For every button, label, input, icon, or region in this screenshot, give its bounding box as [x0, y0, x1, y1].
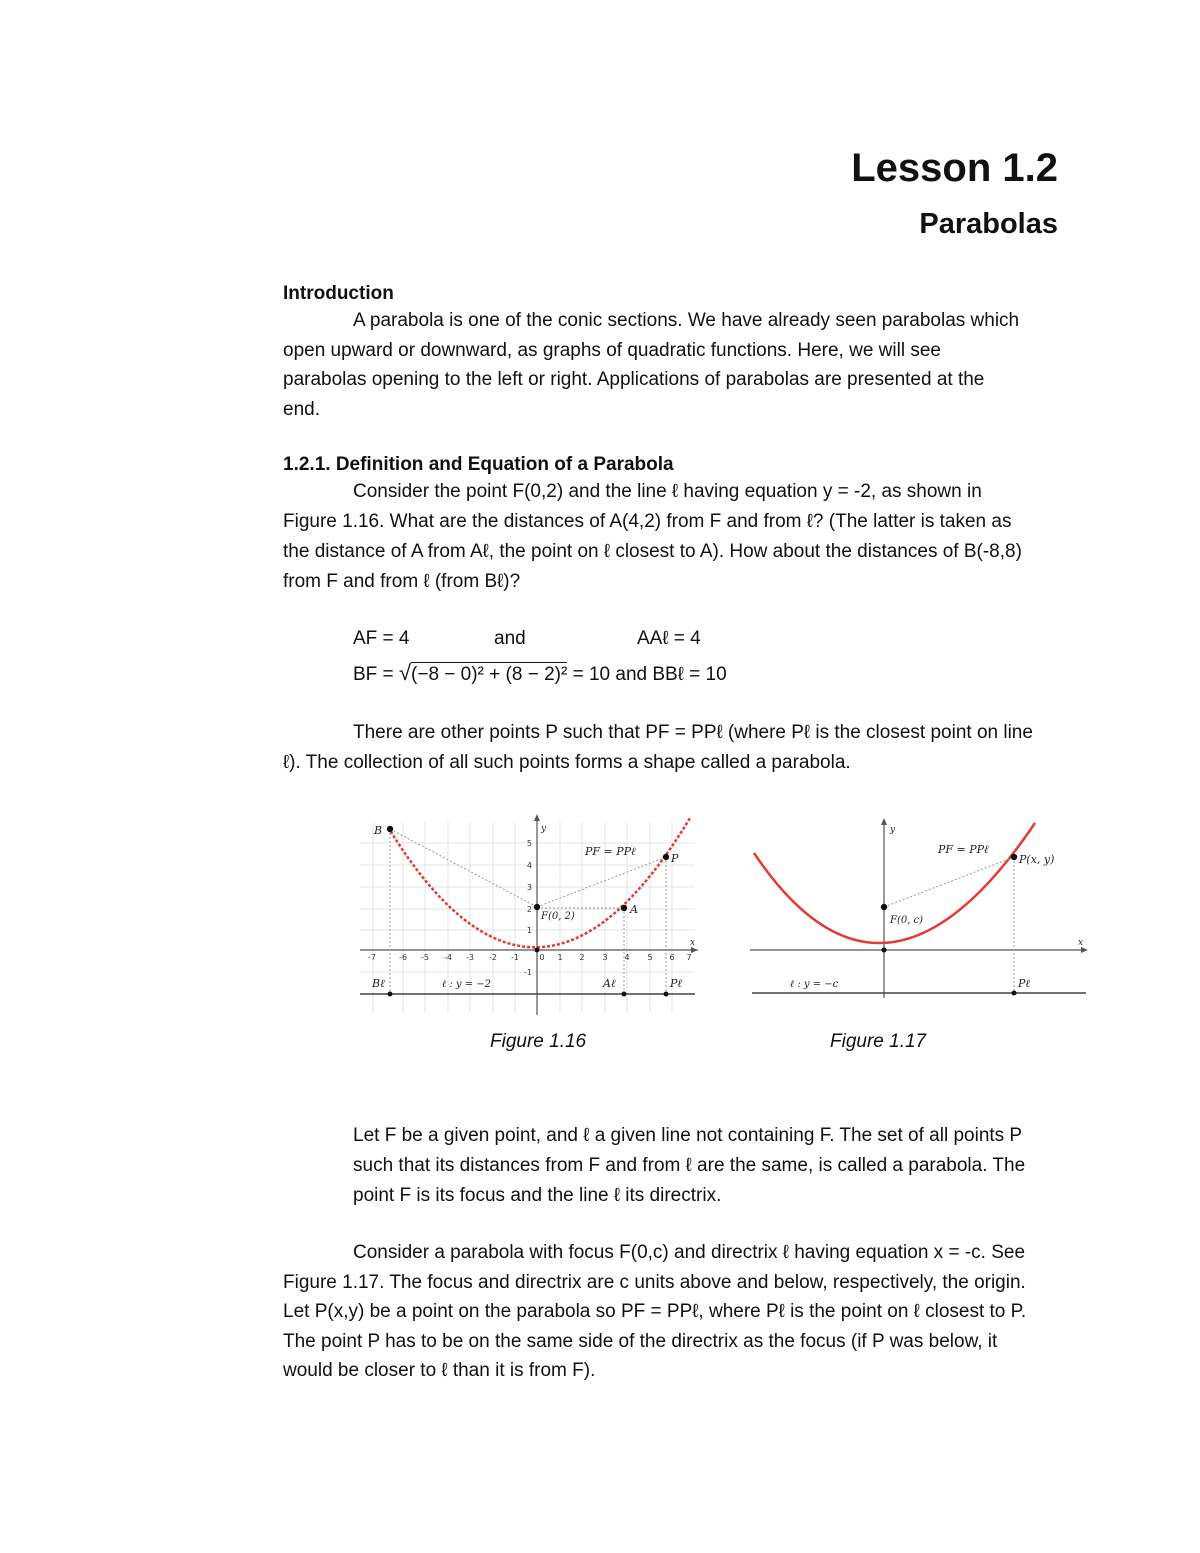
label-pl: Pℓ: [670, 977, 682, 990]
consider-line: Consider a parabola with focus F(0,c) and directrix ℓ having equation x = -c. See: [353, 1242, 1026, 1263]
label-al: Aℓ: [603, 977, 616, 990]
y-arrow-icon: [881, 818, 887, 825]
y-tick-labels: [524, 839, 532, 977]
grid: [360, 822, 695, 1012]
intro-line: parabolas opening to the left or right. Applications of parabolas are presented at the: [283, 369, 985, 390]
x-tick: 4: [624, 953, 630, 962]
x-tick: 5: [647, 953, 653, 962]
consider-paragraph: [283, 1238, 1083, 1386]
eq-aal: AAℓ = 4: [637, 628, 701, 649]
label-y-axis: y: [541, 824, 547, 834]
y-tick: 2: [526, 905, 532, 914]
x-tick: -5: [421, 953, 429, 962]
definition-line: point F is its focus and the line ℓ its directrix.: [353, 1185, 722, 1206]
y-arrow-icon: [534, 814, 540, 821]
label-a: A: [630, 903, 638, 916]
x-tick: 6: [669, 953, 675, 962]
label-f: F(0, 2): [541, 911, 575, 922]
lesson-topic: Parabolas: [919, 208, 1058, 240]
label-directrix: ℓ : y = −c: [790, 979, 839, 990]
intro-line: open upward or downward, as graphs of quadratic functions. Here, we will see: [283, 339, 941, 361]
after-paragraph: [283, 718, 1063, 778]
label-x-axis: x: [690, 938, 696, 948]
label-equation: PF = PPℓ: [585, 845, 636, 858]
x-tick: -3: [466, 953, 474, 962]
x-tick: -4: [444, 953, 452, 962]
caption-figure-1-16: Figure 1.16: [490, 1031, 587, 1052]
definition-line: Let F be a given point, and ℓ a given line not containing F. The set of all points P: [353, 1125, 1023, 1146]
x-tick: 2: [579, 953, 585, 962]
section-line: Figure 1.16. What are the distances of A(4,2) from F and from ℓ? (The latter is taken as: [283, 511, 1012, 532]
eq-bf-prefix: BF =: [353, 664, 399, 685]
x-tick: -1: [511, 953, 519, 962]
consider-line: would be closer to ℓ than it is from F).: [283, 1360, 596, 1381]
after-line: ℓ). The collection of all such points forms a shape called a parabola.: [283, 752, 851, 773]
label-x-axis: x: [1078, 938, 1084, 948]
x-tick: 7: [686, 953, 692, 962]
consider-line: The point P has to be on the same side of the directrix as the focus (if P was below, it: [283, 1330, 998, 1352]
section-line: the distance of A from Aℓ, the point on ℓ closest to A). How about the distances of B(-8,8): [283, 541, 1022, 562]
parabola-curve: [388, 818, 690, 947]
figure-1-16: [360, 812, 700, 1017]
sqrt-sign: √: [398, 660, 412, 685]
label-p: P: [671, 852, 679, 865]
figure-1-17: [750, 815, 1090, 1000]
eq-bf-suffix: = 10 and BBℓ = 10: [567, 664, 727, 685]
section-paragraph: [283, 477, 1063, 597]
lesson-title: Lesson 1.2: [851, 146, 1058, 190]
definition-line: such that its distances from F and from ℓ are the same, is called a parabola. The: [353, 1155, 1026, 1176]
section-line: Consider the point F(0,2) and the line ℓ having equation y = -2, as shown in: [353, 481, 982, 502]
label-y-axis: y: [890, 825, 896, 835]
eq-and: and: [494, 628, 526, 649]
y-tick: 5: [526, 839, 532, 848]
x-tick: 3: [602, 953, 608, 962]
y-tick: 1: [526, 926, 532, 935]
eq-af: AF = 4: [353, 628, 410, 649]
section-line: from F and from ℓ (from Bℓ)?: [283, 571, 521, 592]
intro-line: A parabola is one of the conic sections. We have already seen parabolas which: [353, 310, 1020, 331]
after-line: There are other points P such that PF = PPℓ (where Pℓ is the closest point on line: [353, 722, 1033, 743]
intro-line: end.: [283, 398, 320, 420]
x-tick: -6: [399, 953, 407, 962]
caption-figure-1-17: Figure 1.17: [830, 1031, 927, 1052]
label-f: F(0, c): [890, 915, 924, 926]
x-tick: -2: [489, 953, 497, 962]
label-equation: PF = PPℓ: [938, 843, 989, 856]
y-tick: 4: [526, 861, 532, 870]
eq-bf-radicand: (−8 − 0)² + (8 − 2)²: [411, 664, 568, 685]
eq-bf: [353, 660, 727, 686]
x-tick: 1: [557, 953, 563, 962]
intro-heading: Introduction: [283, 283, 394, 304]
x-tick: 0: [539, 953, 545, 962]
x-tick: -7: [368, 953, 376, 962]
x-tick-labels: [368, 953, 692, 962]
label-b: B: [374, 824, 383, 837]
consider-line: Let P(x,y) be a point on the parabola so PF = PPℓ, where Pℓ is the point on ℓ closest to P.: [283, 1301, 1027, 1322]
consider-line: Figure 1.17. The focus and directrix are c units above and below, respectively, the origin.: [283, 1271, 1026, 1293]
label-p: P(x, y): [1019, 853, 1055, 866]
y-tick: -1: [524, 968, 532, 977]
label-pl: Pℓ: [1018, 977, 1030, 990]
y-tick: 3: [526, 883, 532, 892]
label-bl: Bℓ: [372, 977, 385, 990]
intro-paragraph: [283, 306, 1063, 424]
label-directrix: ℓ : y = −2: [442, 979, 492, 990]
definition-paragraph: [353, 1121, 1063, 1211]
section-heading: 1.2.1. Definition and Equation of a Parabola: [283, 454, 674, 475]
